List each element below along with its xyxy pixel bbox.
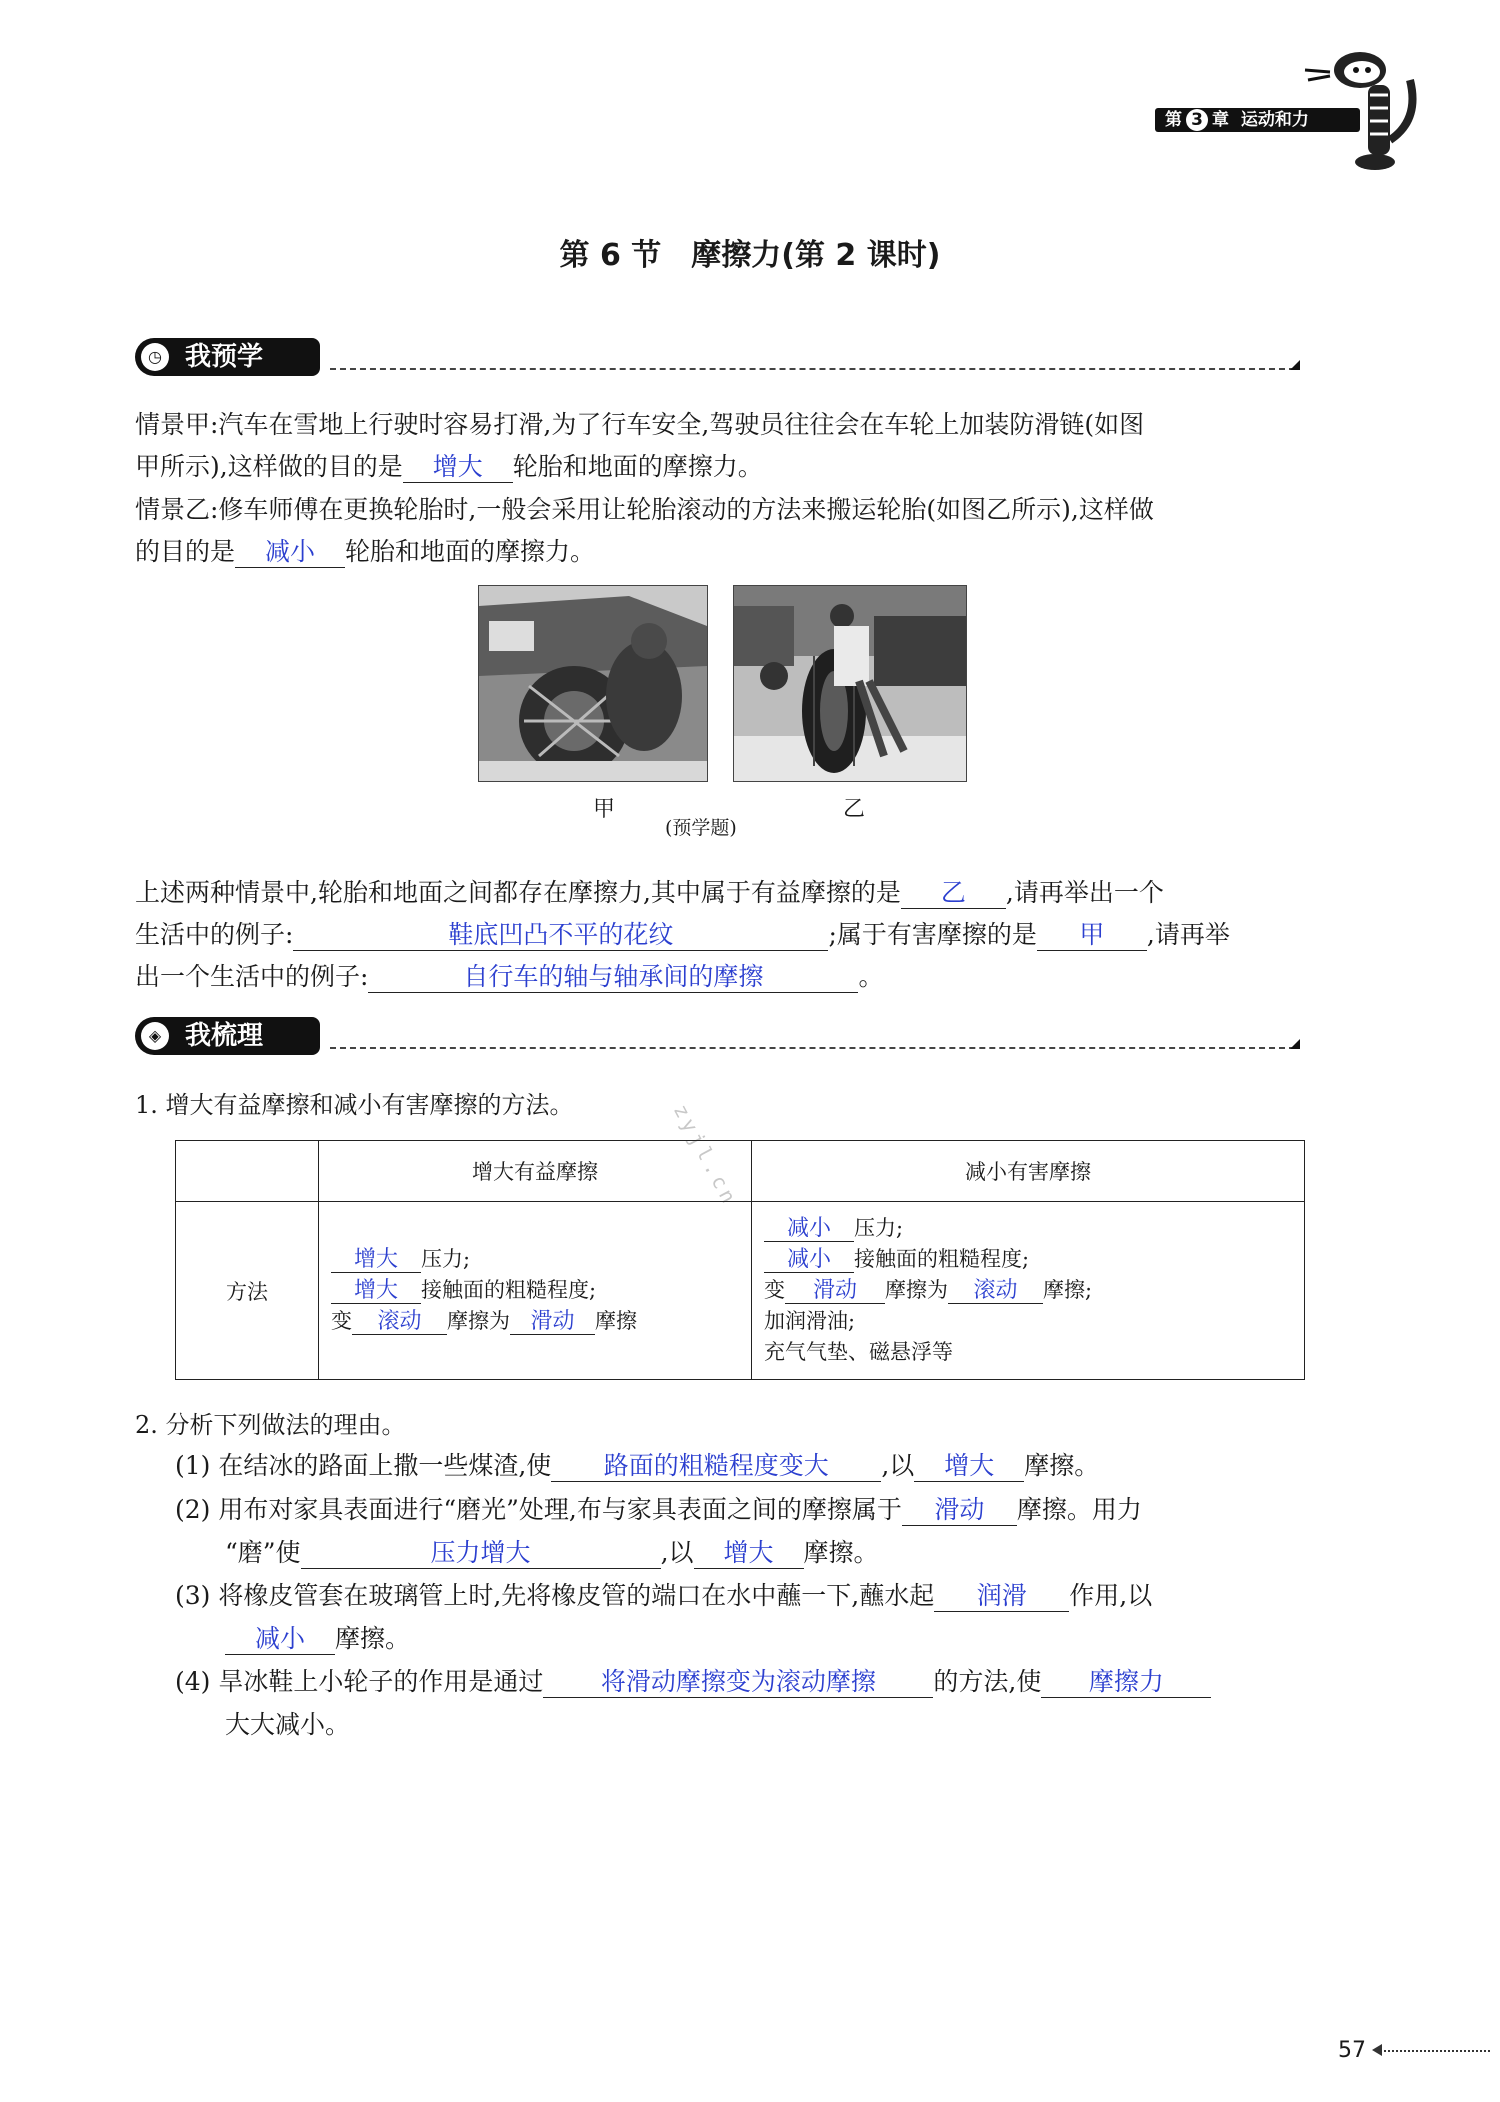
q4-line2: 大大减小。 xyxy=(225,1710,351,1739)
q1-line: (1) 在结冰的路面上撒一些煤渣,使 路面的粗糙程度变大 ,以 增大 摩擦。 xyxy=(175,1451,1100,1480)
scene1-line1: 情景甲:汽车在雪地上行驶时容易打滑,为了行车安全,驾驶员往往会在车轮上加装防滑链(如图 xyxy=(135,410,1145,439)
photo-label-jia: 甲 xyxy=(593,797,616,822)
table-header-decrease: 减小有害摩擦 xyxy=(752,1141,1305,1202)
page-dots xyxy=(1380,2050,1490,2052)
table-corner xyxy=(176,1141,319,1202)
table-row-label: 方法 xyxy=(176,1202,319,1380)
question-line1: 上述两种情景中,轮胎和地面之间都存在摩擦力,其中属于有益摩擦的是 乙 ,请再举出一个 xyxy=(135,878,1164,907)
question-line2: 生活中的例子: 鞋底凹凸不平的花纹 ;属于有害摩擦的是 甲 ,请再举 xyxy=(135,920,1230,949)
corner-triangle-icon xyxy=(1290,360,1300,370)
section-title-preview: 我预学 xyxy=(185,342,264,372)
answer-blank[interactable]: 自行车的轴与轴承间的摩擦 xyxy=(368,963,858,993)
answer-blank[interactable]: 压力增大 xyxy=(301,1539,661,1569)
answer-blank[interactable]: 甲 xyxy=(1037,921,1147,951)
photo-snow-chain xyxy=(478,585,708,782)
q2-line2: “磨”使 压力增大 ,以 增大 摩擦。 xyxy=(225,1538,879,1567)
q2-line1: (2) 用布对家具表面进行“磨光”处理,布与家具表面之间的摩擦属于 滑动 摩擦。用力 xyxy=(175,1495,1142,1524)
table-cell-decrease: 减小 压力; 减小 接触面的粗糙程度; 变 滑动 摩擦为 滚动 摩擦; 加润滑油; 充气气垫、磁悬浮等 xyxy=(752,1202,1305,1380)
answer-blank[interactable]: 滑动 xyxy=(510,1309,595,1335)
methods-table xyxy=(175,1140,1305,1380)
chapter-suffix: 章 xyxy=(1212,110,1229,130)
chapter-heading xyxy=(1165,108,1309,132)
answer-blank[interactable]: 减小 xyxy=(225,1625,335,1655)
answer-blank[interactable]: 滚动 xyxy=(352,1309,447,1335)
answer-blank[interactable]: 鞋底凹凸不平的花纹 xyxy=(293,921,828,951)
answer-blank[interactable]: 润滑 xyxy=(934,1582,1069,1612)
scene2-line2: 的目的是 减小 轮胎和地面的摩擦力。 xyxy=(135,537,596,566)
answer-blank[interactable]: 乙 xyxy=(901,879,1006,909)
clock-icon: ◷ xyxy=(141,343,169,371)
answer-blank[interactable]: 滑动 xyxy=(785,1278,885,1304)
section-banner-preview xyxy=(135,338,320,376)
watermark: zyjl.cn xyxy=(668,1100,743,1211)
chapter-prefix: 第 xyxy=(1165,110,1182,130)
figure-caption: (预学题) xyxy=(665,817,737,839)
answer-blank[interactable]: 将滑动摩擦变为滚动摩擦 xyxy=(543,1668,933,1698)
divider xyxy=(330,1047,1295,1049)
answer-blank[interactable]: 减小 xyxy=(764,1247,854,1273)
question-line3: 出一个生活中的例子: 自行车的轴与轴承间的摩擦 。 xyxy=(135,962,884,991)
answer-blank[interactable]: 摩擦力 xyxy=(1041,1668,1211,1698)
answer-blank[interactable]: 增大 xyxy=(403,453,513,483)
photo-label-yi: 乙 xyxy=(843,797,866,822)
answer-blank[interactable]: 增大 xyxy=(331,1278,421,1304)
answer-blank[interactable]: 滑动 xyxy=(902,1496,1017,1526)
chapter-number: 3 xyxy=(1186,109,1208,131)
item2-heading: 2. 分析下列做法的理由。 xyxy=(135,1411,406,1439)
table-cell-increase: 增大 压力; 增大 接触面的粗糙程度; 变 滚动 摩擦为 滑动 摩擦 xyxy=(319,1202,752,1380)
divider xyxy=(330,368,1295,370)
scene1-line2: 甲所示),这样做的目的是 增大 轮胎和地面的摩擦力。 xyxy=(135,452,763,481)
page-title: 第 6 节 摩擦力(第 2 课时) xyxy=(559,238,941,273)
section-banner-review xyxy=(135,1017,320,1055)
q3-line2: 减小 摩擦。 xyxy=(225,1619,410,1655)
table-header-increase: 增大有益摩擦 xyxy=(319,1141,752,1202)
answer-blank[interactable]: 增大 xyxy=(914,1452,1024,1482)
q4-line1: (4) 旱冰鞋上小轮子的作用是通过 将滑动摩擦变为滚动摩擦 的方法,使 摩擦力 xyxy=(175,1662,1211,1698)
answer-blank[interactable]: 减小 xyxy=(764,1216,854,1242)
scene2-line1: 情景乙:修车师傅在更换轮胎时,一般会采用让轮胎滚动的方法来搬运轮胎(如图乙所示),这样做 xyxy=(135,495,1154,524)
compass-icon: ◈ xyxy=(141,1022,169,1050)
section-title-review: 我梳理 xyxy=(185,1021,264,1051)
photo-rolling-tire xyxy=(733,585,967,782)
page-number: 57 xyxy=(1338,2038,1366,2063)
answer-blank[interactable]: 减小 xyxy=(235,538,345,568)
corner-triangle-icon xyxy=(1290,1039,1300,1049)
answer-blank[interactable]: 增大 xyxy=(694,1539,804,1569)
q3-line1: (3) 将橡皮管套在玻璃管上时,先将橡皮管的端口在水中蘸一下,蘸水起 润滑 作用,以 xyxy=(175,1581,1153,1610)
answer-blank[interactable]: 路面的粗糙程度变大 xyxy=(551,1452,881,1482)
answer-blank[interactable]: 增大 xyxy=(331,1247,421,1273)
item1-heading: 1. 增大有益摩擦和减小有害摩擦的方法。 xyxy=(135,1091,574,1119)
answer-blank[interactable]: 滚动 xyxy=(948,1278,1043,1304)
chapter-title: 运动和力 xyxy=(1240,110,1309,130)
